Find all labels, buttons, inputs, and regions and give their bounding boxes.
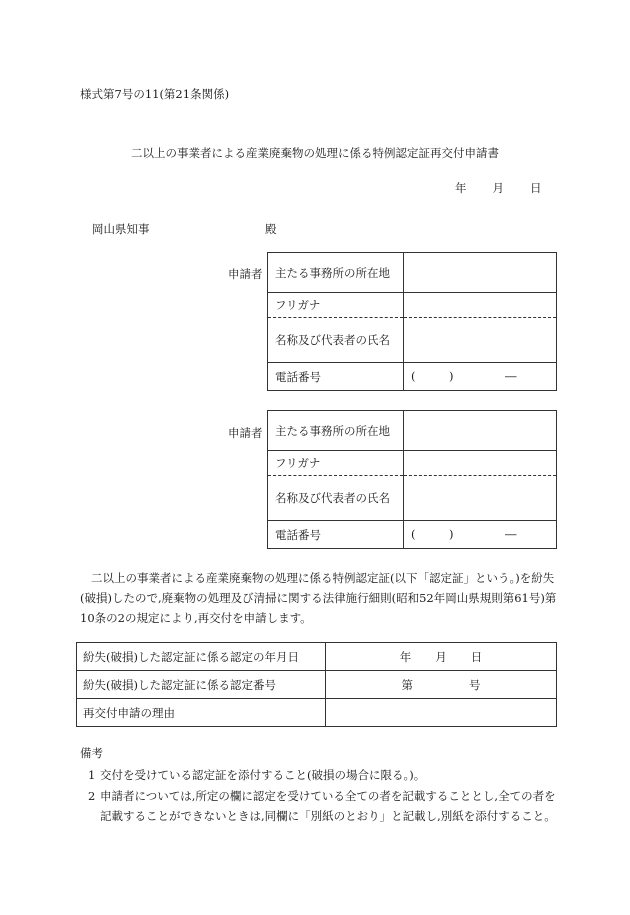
cert-date-field[interactable] xyxy=(326,643,557,671)
name-rep-label: 名称及び代表者の氏名 xyxy=(268,318,404,363)
note-number: 2 xyxy=(88,789,96,803)
note-text: 交付を受けている認定証を添付すること(破損の場合に限る。)。 xyxy=(100,768,426,782)
cert-number-dai: 第 xyxy=(401,677,413,692)
name-rep-label: 名称及び代表者の氏名 xyxy=(268,476,404,521)
addressee: 岡山県知事 xyxy=(92,222,150,236)
furigana-label: フリガナ xyxy=(268,293,404,318)
phone-dash: ― xyxy=(505,527,517,541)
phone-close-paren: ) xyxy=(449,369,454,383)
phone-field[interactable] xyxy=(404,363,557,391)
furigana-label: フリガナ xyxy=(268,451,404,476)
applicant-table xyxy=(267,252,557,391)
cert-date-year: 年 xyxy=(399,649,412,664)
applicant-label: 申請者 xyxy=(228,426,263,440)
date-line xyxy=(455,180,542,196)
name-rep-field[interactable] xyxy=(404,476,557,521)
phone-close-paren: ) xyxy=(449,527,454,541)
office-address-label: 主たる事務所の所在地 xyxy=(268,253,404,293)
cert-number-go: 号 xyxy=(469,677,481,692)
cert-date-label: 紛失(破損)した認定証に係る認定の年月日 xyxy=(77,643,326,671)
office-address-field[interactable] xyxy=(404,411,557,451)
date-year: 年 xyxy=(455,181,467,195)
office-address-field[interactable] xyxy=(404,253,557,293)
note-number: 1 xyxy=(88,768,96,782)
note-item xyxy=(88,765,558,785)
date-day: 日 xyxy=(530,181,542,195)
furigana-field[interactable] xyxy=(404,293,557,318)
reissue-reason-field[interactable] xyxy=(326,699,557,727)
honorific: 殿 xyxy=(265,222,277,236)
office-address-label: 主たる事務所の所在地 xyxy=(268,411,404,451)
date-month: 月 xyxy=(492,181,504,195)
phone-dash: ― xyxy=(505,369,517,383)
applicant-table xyxy=(267,410,557,549)
cert-date-month: 月 xyxy=(435,649,447,664)
page-title: 二以上の事業者による産業廃棄物の処理に係る特例認定証再交付申請書 xyxy=(131,146,499,160)
cert-number-field[interactable] xyxy=(326,671,557,699)
phone-open-paren: ( xyxy=(411,527,416,541)
note-item xyxy=(88,786,558,826)
phone-field[interactable] xyxy=(404,521,557,549)
phone-label: 電話番号 xyxy=(268,521,404,549)
note-text: 申請者については,所定の欄に認定を受けている全ての者を記載することとし,全ての者を記載することができないときは,同欄に「別紙のとおり」と記載し,別紙を添付すること。 xyxy=(100,789,556,823)
notes-heading: 備考 xyxy=(80,746,103,760)
phone-open-paren: ( xyxy=(411,369,416,383)
cert-date-day: 日 xyxy=(470,649,483,664)
application-statement: 二以上の事業者による産業廃棄物の処理に係る特例認定証(以下「認定証」という。)を紛失(破損)したので,廃棄物の処理及び清掃に関する法律施行細則(昭和52年岡山県規則第61号)第10条の2の規定により,再交付を申請します。 xyxy=(80,571,557,625)
name-rep-field[interactable] xyxy=(404,318,557,363)
furigana-field[interactable] xyxy=(404,451,557,476)
applicant-label: 申請者 xyxy=(228,267,263,281)
reissue-reason-label: 再交付申請の理由 xyxy=(77,699,326,727)
phone-label: 電話番号 xyxy=(268,363,404,391)
cert-number-label: 紛失(破損)した認定証に係る認定番号 xyxy=(77,671,326,699)
certificate-info-table xyxy=(76,642,557,727)
form-number: 様式第7号の11(第21条関係) xyxy=(80,87,230,101)
